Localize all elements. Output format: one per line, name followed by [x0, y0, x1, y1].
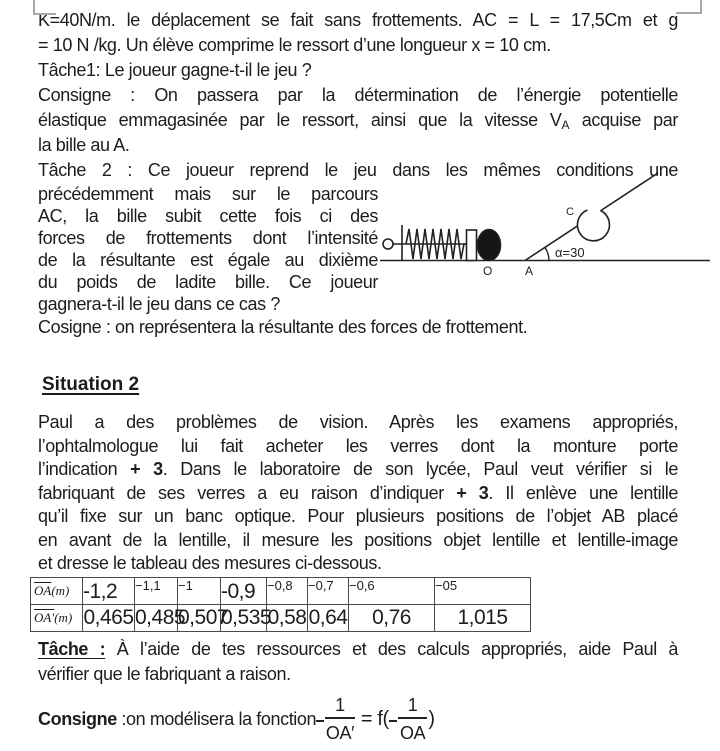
loop-hook — [577, 210, 609, 241]
body-line: Paul a des problèmes de vision. Après les examens appropriés, — [38, 412, 678, 432]
angle-arc — [545, 248, 549, 261]
consigne-text: :on modélisera la fonction — [116, 709, 317, 729]
spring-ring — [383, 239, 393, 249]
table-cell: 0,64 — [308, 604, 349, 631]
oa-unit: (m) — [51, 582, 70, 598]
oa-prime-unit: (m) — [54, 609, 73, 625]
body-text: fabriquant de ses verres a eu raison d’indiquer — [38, 482, 457, 503]
body-line: l’ophtalmologue lui fait acheter les verres dont la monture porte — [38, 435, 678, 456]
body-line — [38, 482, 678, 506]
situation2-paragraph — [38, 411, 678, 576]
body-line: de la résultante est égale au dixième — [38, 250, 378, 270]
spring-plate — [467, 230, 477, 261]
table-cell: −0,7 — [308, 577, 349, 604]
fraction-denominator: OA — [399, 723, 426, 743]
angle-label: α=30 — [555, 245, 585, 260]
point-o-label: O — [483, 264, 493, 278]
situation2-title: Situation 2 — [42, 374, 140, 395]
body-line: et dresse le tableau des mesures ci-dessous. — [38, 553, 382, 573]
measurements-table — [30, 577, 531, 632]
tache1-line: Tâche1: Le joueur gagne-t-il le jeu ? — [38, 60, 312, 80]
table-row-oa — [31, 577, 531, 604]
body-text: À l’aide de tes ressources et des calculs appropriés, aide Paul à — [105, 638, 679, 659]
header-oa — [31, 577, 83, 604]
consigne-label: Consigne — [38, 709, 117, 729]
body-text: . Dans le laboratoire de son lycée, Paul veut vérifier si le — [162, 459, 679, 479]
table-cell: −1,1 — [135, 577, 178, 604]
tache2-line: Tâche 2 : Ce joueur reprend le jeu dans les mêmes conditions une — [38, 160, 678, 180]
table-cell: 0,507 — [178, 604, 221, 631]
plus3-bold: + 3 — [456, 482, 489, 503]
body-line — [38, 458, 678, 482]
point-a-label: A — [525, 264, 534, 278]
fraction-numerator: 1 — [325, 695, 355, 719]
table-cell: 0,465 — [83, 604, 135, 631]
table-cell: −1 — [178, 577, 221, 604]
crop-mark-top-right-icon — [676, 0, 702, 14]
table-cell: −05 — [435, 577, 531, 604]
fraction-1-over-oa — [398, 695, 428, 744]
body-text: l’indication — [38, 459, 131, 479]
ball — [478, 230, 501, 261]
table-cell: −0,8 — [267, 577, 308, 604]
table-cell: 0,485 — [135, 604, 178, 631]
oa-prime-overline: OA′ — [34, 609, 55, 625]
body-line: forces de frottements dont l’intensité — [38, 228, 378, 248]
body-text: élastique emmagasinée par le ressort, ainsi que la vitesse V — [38, 110, 562, 130]
fraction-denominator: OA′ — [325, 723, 355, 743]
tache-line — [38, 637, 678, 662]
tache-block — [38, 637, 678, 687]
body-line: du poids de ladite bille. Ce joueur — [38, 272, 378, 292]
table-cell: −0,6 — [349, 577, 435, 604]
subscript-a: A — [561, 118, 570, 132]
stray-dash — [316, 720, 324, 722]
header-oa-prime — [31, 604, 83, 631]
body-text: . Il enlève une lentille — [488, 482, 678, 503]
body-line: = 10 N /kg. Un élève comprime le ressort d’une longueur x = 10 cm. — [38, 35, 551, 55]
oa-overline: $\overline{OA}$ — [34, 582, 52, 598]
plus3-bold: + 3 — [130, 459, 163, 479]
close-paren: ) — [428, 708, 435, 730]
equals-f-open: = f( — [355, 708, 389, 730]
body-line: précédemment mais sur le parcours — [38, 184, 378, 204]
stray-dash — [389, 720, 397, 722]
table-cell: 1,015 — [435, 604, 531, 631]
table-row-oa-prime — [31, 604, 531, 631]
fraction-numerator: 1 — [398, 695, 428, 719]
body-text: acquise par — [569, 110, 678, 130]
point-c-label: C — [566, 206, 574, 218]
tache-label: Tâche : — [38, 638, 106, 659]
body-line: AC, la bille subit cette fois ci des — [38, 206, 378, 226]
table-cell: 0,58 — [267, 604, 308, 631]
body-line: en avant de la lentille, il mesure les positions objet lentille et lentille-image — [38, 529, 678, 550]
crop-mark-top-left-icon — [33, 0, 56, 15]
body-line — [38, 108, 678, 133]
table-cell: 0,76 — [349, 604, 435, 631]
fraction-1-over-oa-prime — [325, 695, 355, 744]
body-line: K=40N/m. le déplacement se fait sans frottements. AC = L = 17,5Cm et g — [38, 10, 678, 30]
body-line: la bille au A. — [38, 135, 130, 155]
table-cell: -0,9 — [221, 577, 267, 604]
table-cell: -1,2 — [83, 577, 135, 604]
consigne-formula — [38, 690, 678, 750]
table-cell: 0,535 — [221, 604, 267, 631]
body-line: vérifier que le fabriquant a raison. — [38, 663, 291, 684]
body-line: gagnera-t-il le jeu dans ce cas ? — [38, 294, 280, 314]
consigne1-line: Consigne : On passera par la détermination de l’énergie potentielle — [38, 85, 678, 105]
tache2-paragraph — [38, 183, 678, 315]
cosigne-line: Cosigne : on représentera la résultante des forces de frottement. — [38, 317, 528, 337]
body-line: qu’il fixe sur un banc optique. Pour plusieurs positions de l’objet AB placé — [38, 506, 678, 526]
